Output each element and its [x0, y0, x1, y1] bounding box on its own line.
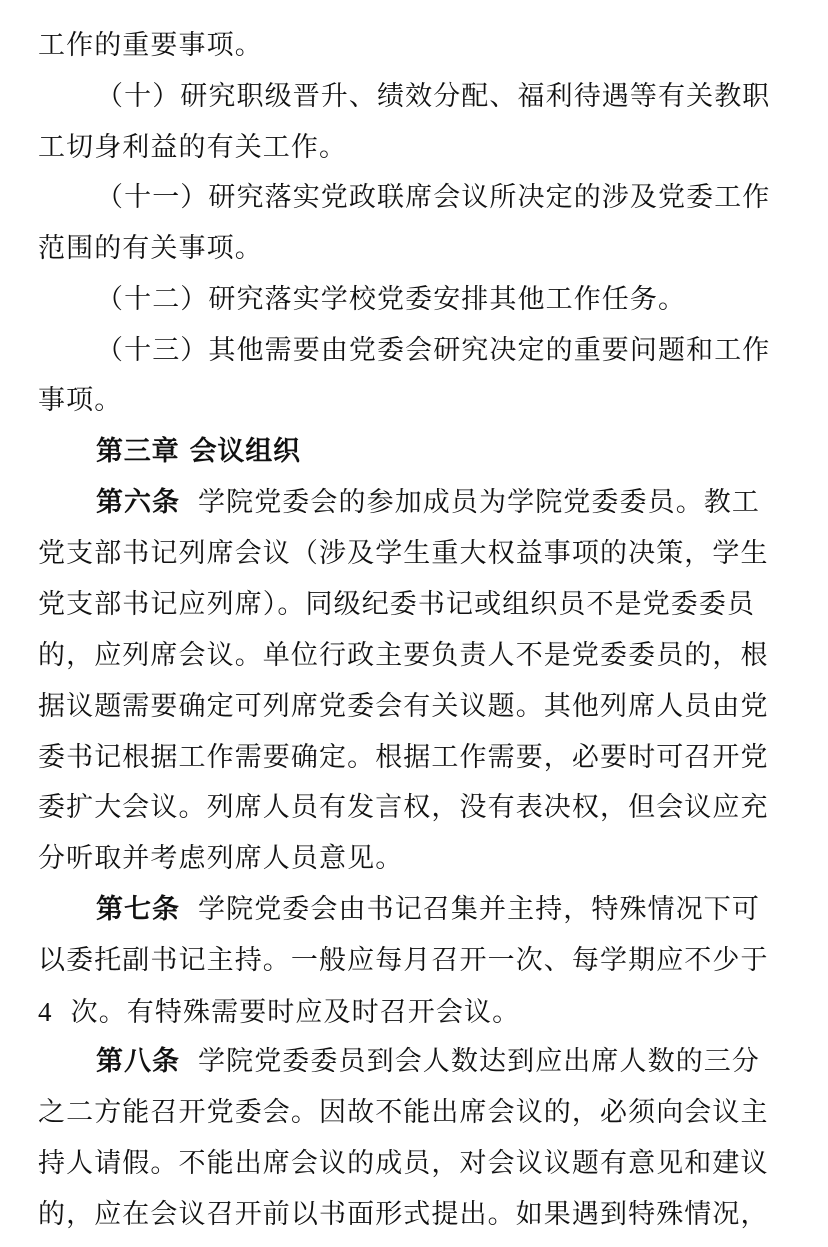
text-line: （十）研究职级晋升、绩效分配、福利待遇等有关教职	[96, 81, 771, 112]
article-line	[96, 1036, 790, 1088]
text-line: 工作的重要事项。	[38, 30, 263, 61]
count-number: 4	[38, 997, 53, 1027]
text-line: 委扩大会议。列席人员有发言权，没有表决权，但会议应充	[38, 792, 769, 823]
article-text: 学院党委委员到会人数达到应出席人数的三分	[198, 1046, 760, 1077]
text-line: 的，应列席会议。单位行政主要负责人不是党委委员的，根	[38, 640, 769, 671]
article-label: 第六条	[96, 487, 180, 518]
text-line: 党支部书记应列席）。同级纪委书记或组织员不是党委委员	[38, 589, 756, 620]
text-segment: 次。有特殊需要时应及时召开会议。	[70, 997, 521, 1028]
article-label: 第八条	[96, 1046, 180, 1077]
text-line: （十二）研究落实学校党委安排其他工作任务。	[96, 284, 687, 315]
text-line	[38, 986, 790, 1039]
chapter-heading: 第三章 会议组织	[96, 436, 301, 467]
article-text: 学院党委会的参加成员为学院党委委员。教工	[198, 487, 760, 518]
article-label: 第七条	[96, 894, 180, 925]
article-line	[96, 477, 790, 529]
text-line: 以委托副书记主持。一般应每月召开一次、每学期应不少于	[38, 945, 769, 976]
text-line: （十三）其他需要由党委会研究决定的重要问题和工作	[96, 335, 771, 366]
text-line: 事项。	[38, 385, 123, 416]
text-line: 范围的有关事项。	[38, 233, 263, 264]
article-text: 学院党委会由书记召集并主持，特殊情况下可	[198, 894, 760, 925]
text-line: 分听取并考虑列席人员意见。	[38, 843, 404, 874]
text-line: 工切身利益的有关工作。	[38, 132, 348, 163]
text-line: （十一）研究落实党政联席会议所决定的涉及党委工作	[96, 182, 771, 213]
text-line: 之二方能召开党委会。因故不能出席会议的，必须向会议主	[38, 1097, 769, 1128]
text-line: 持人请假。不能出席会议的成员，对会议议题有意见和建议	[38, 1148, 769, 1179]
text-line: 党支部书记列席会议（涉及学生重大权益事项的决策，学生	[38, 538, 769, 569]
text-line: 据议题需要确定可列席党委会有关议题。其他列席人员由党	[38, 691, 769, 722]
text-line: 的，应在会议召开前以书面形式提出。如果遇到特殊情况，	[38, 1199, 769, 1230]
article-line	[96, 884, 790, 936]
text-line: 委书记根据工作需要确定。根据工作需要，必要时可召开党	[38, 742, 769, 773]
